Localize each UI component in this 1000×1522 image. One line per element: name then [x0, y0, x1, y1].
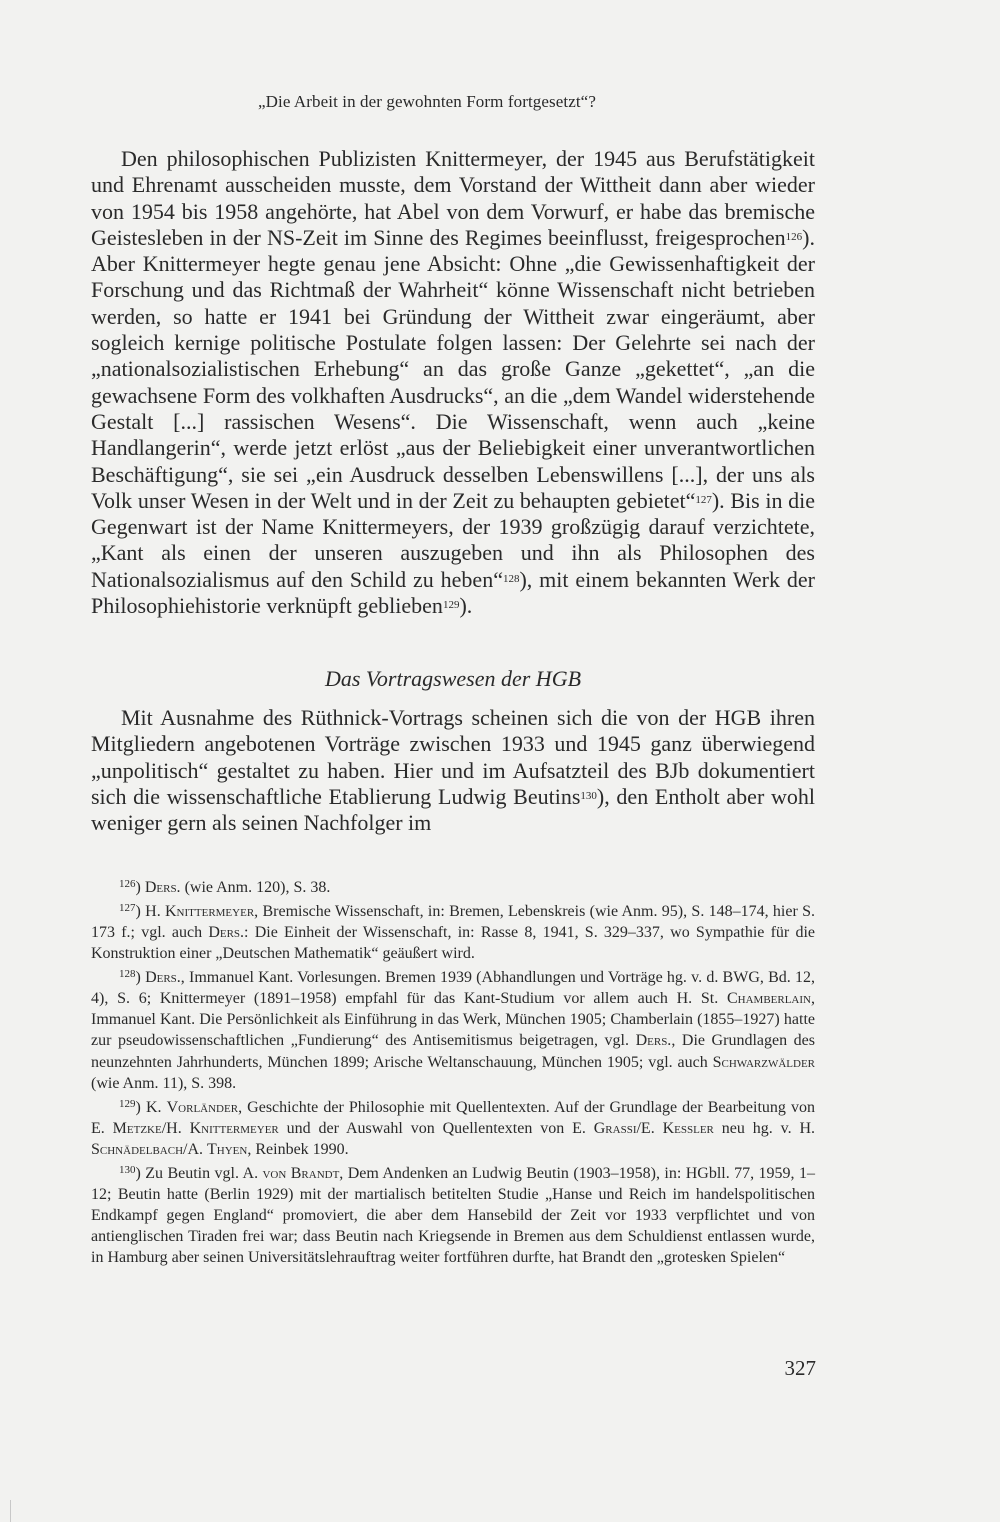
text-run: )	[135, 968, 146, 986]
text-run: /A.	[183, 1140, 208, 1158]
footnote-number: 129	[119, 1097, 136, 1110]
footnote-ref-130[interactable]: 130	[580, 789, 597, 802]
text-run: neu hg. v. H.	[713, 1119, 816, 1137]
author-name: Vorländer	[166, 1098, 239, 1116]
footnote-ref-126[interactable]: 126	[785, 230, 803, 243]
text-run: ) H.	[135, 902, 165, 920]
text-run: , Dem Andenken an Ludwig Beutin (1903–1958), in: HGbll. 77, 1959, 1–12; Beutin hatte (Berlin 1929) mit der martialisch betitelten Studie „Hanse und Reich im handelspolitischen Endkampf gegen England“ promoviert, die aber dem Hansebild der Zeit vor 1933 verpflichtet und von antienglischen Tiraden frei war; dass Beutin nach Kriegsende in Bremen aus dem Schuldienst entlassen wurde, in Hamburg aber seinen Universitätslehrauftrag weiter fortführen durfte, hat Brandt den „grotesken Spielen“	[91, 1164, 815, 1267]
text-run: ). Bis in die Gegenwart ist der Name Knittermeyers, der 1939 großzügig darauf verzichtete, „Kant als einen der unseren auszugeben und ihn als Philosophen des Nationalsozialismus auf den Schild zu heben“	[91, 487, 815, 592]
author-name: Schnädelbach	[91, 1140, 184, 1158]
body-paragraph-knittermeyer	[91, 146, 815, 619]
text-run: ) Zu Beutin vgl. A.	[135, 1164, 263, 1182]
running-head: „Die Arbeit in der gewohnten Form fortgesetzt“?	[258, 92, 596, 111]
footnote-ref-127[interactable]: 127	[695, 493, 712, 506]
page-number: 327	[784, 1356, 816, 1380]
author-name: Ders.	[145, 968, 181, 986]
text-run: : Die Einheit der Wissenschaft, in: Rasse 8, 1941, S. 329–337, wo Sympathie für die Konstruktion einer „Deutschen Mathematik“ geäußert wird.	[91, 923, 816, 963]
text-run: )	[135, 879, 145, 896]
author-name: Ders.	[208, 923, 245, 941]
footnote-128	[91, 967, 815, 1094]
paragraph-text	[91, 705, 815, 836]
author-name: Ders.	[144, 879, 181, 896]
text-run: und der Auswahl von Quellentexten von E.	[278, 1119, 594, 1137]
author-name: Knittermeyer	[165, 902, 255, 920]
text-run: , Bremische Wissenschaft, in: Bremen, Lebenskreis (wie Anm. 95), S. 148–174, hier S. 173 f.; vgl. auch	[91, 902, 815, 941]
footnote-130	[91, 1163, 815, 1269]
section-heading: Das Vortragswesen der HGB	[324, 666, 582, 691]
author-name: Ders.	[635, 1032, 672, 1050]
text-run: ), mit einem bekannten Werk der Philosophiehistorie verknüpft geblieben	[91, 566, 815, 619]
text-run: , Immanuel Kant. Vorlesungen. Bremen 1939 (Abhandlungen und Vorträge hg. v. d. BWG, Bd. 12, 4), S. 6; Knittermeyer (1891–1958) empfahl für das Kant-Studium vor allem auch H. St.	[91, 968, 815, 1008]
scan-edge-mark	[10, 1500, 11, 1522]
author-name: von Brandt	[262, 1164, 340, 1182]
text-run: /E.	[636, 1119, 663, 1137]
text-run: , Die Grundlagen des neunzehnten Jahrhunderts, München 1899; Arische Weltanschauung, München 1905; vgl. auch	[91, 1032, 815, 1071]
text-run: Mit Ausnahme des Rüthnick-Vortrags scheinen sich die von der HGB ihren Mitgliedern angebotenen Vorträge zwischen 1933 und 1945 ganz überwiegend „unpolitisch“ gestaltet zu haben. Hier und im Aufsatzteil des BJb dokumentiert sich die wissenschaftliche Etablierung Ludwig Beutins	[91, 705, 815, 809]
footnote-ref-128[interactable]: 128	[502, 572, 520, 585]
text-run: ). Aber Knittermeyer hegte genau jene Absicht: Ohne „die Gewissenhaftigkeit der Forschung und das Richtmaß der Wahrheit“ könne Wissenschaft nicht betrieben werden, so hatte er 1941 bei Gründung der Wittheit zwar eingeräumt, aber sogleich kernige politische Postulate folgen lassen: Der Gelehrte sei nach der „nationalsozialistischen Erhebung“ an das große Ganze „gekettet“, „an die gewachsene Form des volkhaften Ausdrucks“, an die „dem Wandel widerstehende Gestalt [...] rassischen Wesens“. Die Wissenschaft, wenn auch „keine Handlangerin“, werde jetzt erlöst „aus der Beliebigkeit einer unverantwortlichen Beschäftigung“, sie sei „ein Ausdruck desselben Lebenswillens [...], der uns als Volk unser Wesen in der Welt und in der Zeit zu behaupten gebietet“	[91, 224, 815, 513]
author-name: Knittermeyer	[189, 1119, 279, 1137]
text-run: , Immanuel Kant. Die Persönlichkeit als Einführung in das Werk, München 1905; Chamberlain (1855–1927) hatte zur pseudowissenschaftlichen „Fundierung“ des Antisemitismus beigetragen, vgl.	[91, 990, 815, 1050]
author-name: Kessler	[662, 1119, 714, 1137]
footnote-number: 130	[119, 1163, 136, 1176]
text-run: , Geschichte der Philosophie mit Quellentexten. Auf der Grundlage der Bearbeitung von E.	[91, 1098, 815, 1137]
footnotes-block	[91, 877, 815, 1271]
text-run: (wie Anm. 11), S. 398.	[91, 1074, 237, 1092]
text-run: Den philosophischen Publizisten Knittermeyer, der 1945 aus Berufstätigkeit und Ehrenamt ausscheiden musste, dem Vorstand der Wittheit dann aber wieder von 1954 bis 1958 angehörte, hat Abel von dem Vorwurf, er habe das bremische Geistesleben in der NS-Zeit im Sinne des Regimes beeinflusst, freigesprochen	[91, 146, 815, 250]
footnote-number: 127	[119, 901, 136, 914]
author-name: Grassi	[593, 1119, 637, 1137]
footnote-ref-129[interactable]: 129	[442, 599, 460, 612]
text-run: (wie Anm. 120), S. 38.	[180, 879, 331, 896]
body-paragraph-vortragswesen	[91, 705, 815, 836]
author-name: Chamberlain	[726, 990, 811, 1008]
footnote-number: 128	[119, 967, 136, 980]
author-name: Thyen	[207, 1140, 248, 1158]
footnote-126	[91, 877, 815, 898]
author-name: Metzke	[112, 1119, 162, 1137]
text-run: /H.	[161, 1119, 190, 1137]
footnote-number: 126	[119, 878, 136, 890]
footnote-127	[91, 901, 815, 965]
text-run: , Reinbek 1990.	[247, 1140, 349, 1158]
text-run: ) K.	[135, 1098, 167, 1116]
paragraph-text	[91, 146, 815, 619]
author-name: Schwarzwälder	[712, 1053, 815, 1071]
text-run: ).	[459, 593, 473, 619]
footnote-129	[91, 1097, 815, 1161]
text-run: ), den Entholt aber wohl weniger gern als seinen Nachfolger im	[91, 783, 815, 836]
